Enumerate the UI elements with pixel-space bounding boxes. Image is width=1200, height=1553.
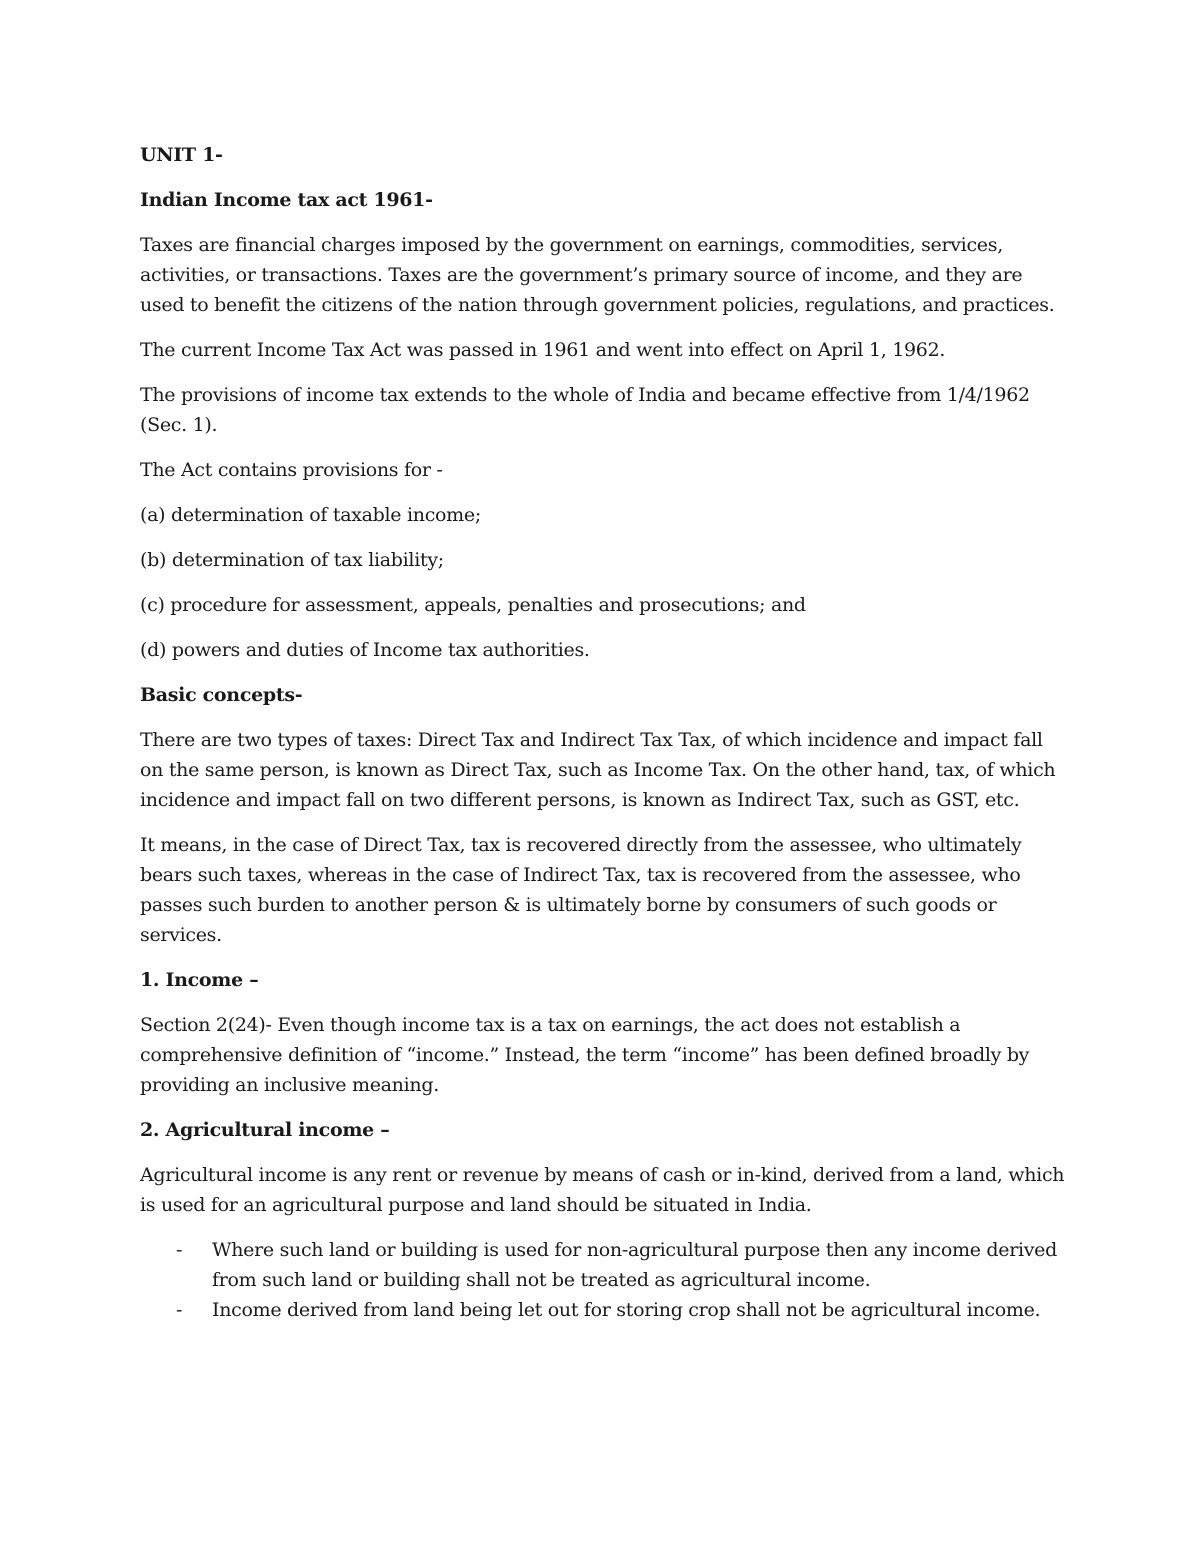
- bullet-text: Where such land or building is used for non-agricultural purpose then any income derived from such land or building shall not be treated as agricultural income.: [212, 1239, 1057, 1291]
- agri-bullet-list: [140, 1235, 1065, 1325]
- list-item: [140, 1235, 1065, 1295]
- bullet-dash: -: [176, 1299, 183, 1321]
- intro-paragraph: Taxes are financial charges imposed by the government on earnings, commodities, services, activities, or transactions. Taxes are the government’s primary source of income, and they are used to benefit the citizens of the nation through government policies, regulations, and practices.: [140, 234, 1055, 316]
- agri-heading: 2. Agricultural income –: [140, 1119, 390, 1141]
- basic-concepts-heading: Basic concepts-: [140, 684, 303, 706]
- provision-item-b: (b) determination of tax liability;: [140, 549, 444, 571]
- provision-item-a: (a) determination of taxable income;: [140, 504, 481, 526]
- list-item: [140, 1295, 1065, 1325]
- unit-heading: UNIT 1-: [140, 144, 223, 166]
- document-page: [140, 140, 1065, 1325]
- income-paragraph: Section 2(24)- Even though income tax is a tax on earnings, the act does not establish a comprehensive definition of “income.” Instead, the term “income” has been defined broadly by providing an inclusive meaning.: [140, 1014, 1030, 1096]
- act-heading: Indian Income tax act 1961-: [140, 189, 433, 211]
- agri-paragraph: Agricultural income is any rent or revenue by means of cash or in-kind, derived from a land, which is used for an agricultural purpose and land should be situated in India.: [140, 1164, 1065, 1216]
- current-act-paragraph: The current Income Tax Act was passed in 1961 and went into effect on April 1, 1962.: [140, 339, 946, 361]
- provision-item-d: (d) powers and duties of Income tax authorities.: [140, 639, 590, 661]
- means-paragraph: It means, in the case of Direct Tax, tax is recovered directly from the assessee, who ultimately bears such taxes, whereas in the case of Indirect Tax, tax is recovered from the assessee, who passes such burden to another person & is ultimately borne by consumers of such goods or services.: [140, 834, 1022, 946]
- tax-types-paragraph: There are two types of taxes: Direct Tax and Indirect Tax Tax, of which incidence and impact fall on the same person, is known as Direct Tax, such as Income Tax. On the other hand, tax, of which incidence and impact fall on two different persons, is known as Indirect Tax, such as GST, etc.: [140, 729, 1056, 811]
- bullet-text: Income derived from land being let out for storing crop shall not be agricultural income.: [212, 1299, 1041, 1321]
- provisions-paragraph: The provisions of income tax extends to the whole of India and became effective from 1/4/1962 (Sec. 1).: [140, 384, 1030, 436]
- income-heading: 1. Income –: [140, 969, 259, 991]
- provision-item-c: (c) procedure for assessment, appeals, penalties and prosecutions; and: [140, 594, 806, 616]
- bullet-dash: -: [176, 1239, 183, 1261]
- contains-intro: The Act contains provisions for -: [140, 459, 443, 481]
